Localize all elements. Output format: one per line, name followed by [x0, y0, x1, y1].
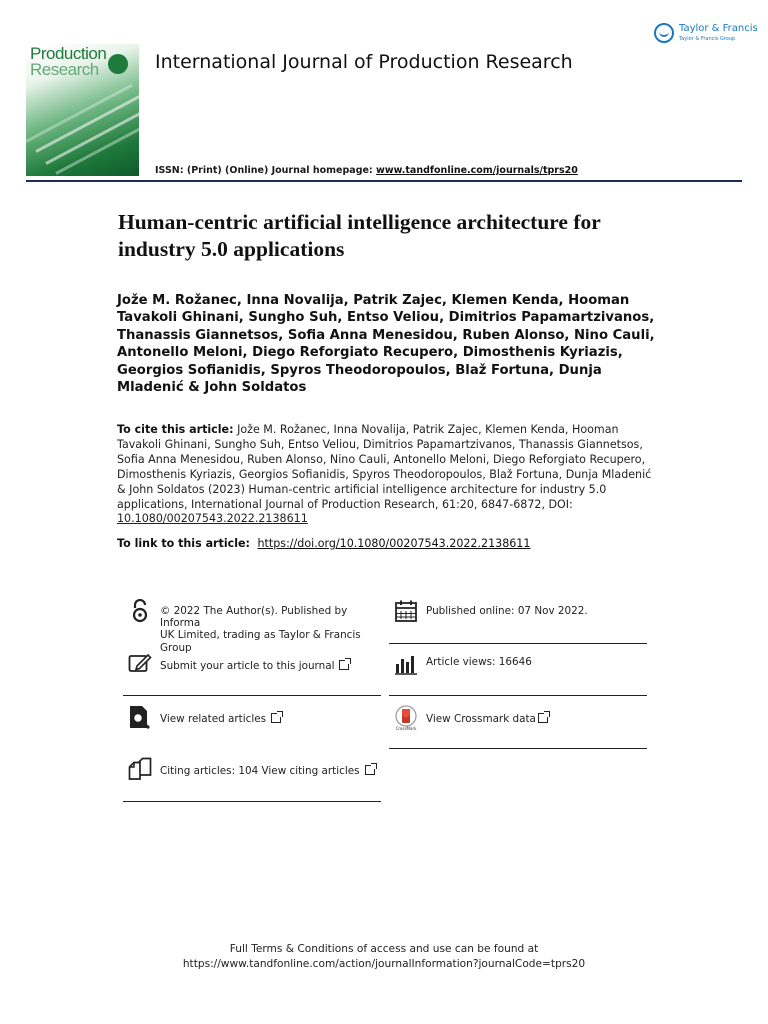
cite-text: Jože M. Rožanec, Inna Novalija, Patrik Zajec, Klemen Kenda, Hooman Tavakoli Ghinani, Sungho Suh, Entso Veliou, Dimitrios Papamartzivanos, Thanassis Giannetsos, Sofia Anna Menesidou, Ruben Alonso, Nino Cauli, Antonello Meloni, Diego Reforgiato Recupero, Dimosthenis Kyriazis, Georgios Sofianidis, Spyros Theodoropoulos, Blaž Fortuna, Dunja Mladenić & John Soldatos (2023) Human-centric artificial intelligence architecture for industry 5.0 applications, International Journal of Production Research, 61:20, 6847-6872, DOI: [117, 423, 652, 511]
publisher-logo[interactable] [654, 21, 764, 47]
edit-icon [128, 652, 152, 676]
terms-url[interactable]: https://www.tandfonline.com/action/journalInformation?journalCode=tprs20 [182, 958, 586, 970]
copyright-text: © 2022 The Author(s). Published by Informa UK Limited, trading as Taylor & Francis Group [160, 605, 361, 654]
submit-article-link[interactable]: Submit your article to this journal [160, 660, 349, 672]
article-doi-link[interactable]: https://doi.org/10.1080/00207543.2022.2138611 [257, 537, 531, 550]
search-document-icon [128, 705, 152, 729]
author-list: Jože M. Rožanec, Inna Novalija, Patrik Zajec, Klemen Kenda, Hooman Tavakoli Ghinani, Sungho Suh, Entso Veliou, Dimitrios Papamartzivanos, Thanassis Giannetsos, Sofia Anna Menesidou, Ruben Alonso, Nino Cauli, Antonello Meloni, Diego Reforgiato Recupero, Dimosthenis Kyriazis, Georgios Sofianidis, Spyros Theodoropoulos, Blaž Fortuna, Dunja Mladenić & John Soldatos [117, 293, 655, 396]
submit-article-cell[interactable] [123, 652, 381, 696]
journal-homepage-link[interactable]: www.tandfonline.com/journals/tprs20 [376, 165, 578, 176]
external-link-icon [538, 713, 548, 723]
article-views-count: Article views: 16646 [426, 656, 532, 668]
external-link-icon [271, 713, 281, 723]
article-link-line [117, 537, 530, 550]
citing-documents-icon [128, 757, 152, 781]
issn-line [155, 165, 578, 176]
link-label: To link to this article: [117, 537, 250, 550]
crossmark-link[interactable]: View Crossmark data [426, 713, 548, 725]
cover-badge [108, 54, 128, 74]
header-divider [26, 180, 742, 182]
terms-text: Full Terms & Conditions of access and use can be found at [229, 943, 539, 955]
crossmark-cell[interactable] [389, 705, 647, 749]
related-articles-cell[interactable] [123, 705, 381, 749]
published-cell [389, 599, 647, 643]
citation-block [117, 423, 662, 527]
publisher-name: Taylor & Francis [679, 23, 758, 34]
open-access-icon [128, 599, 152, 623]
citing-articles-link[interactable]: Citing articles: 104 View citing articles [160, 765, 375, 777]
publisher-subname: Taylor & Francis Group [679, 36, 736, 42]
citing-articles-cell[interactable] [123, 757, 381, 802]
cite-label: To cite this article: [117, 423, 234, 436]
bar-chart-icon [394, 652, 418, 676]
issn-label: ISSN: (Print) (Online) Journal homepage: [155, 165, 373, 176]
article-title: Human-centric artificial intelligence architecture for industry 5.0 applications [118, 210, 601, 261]
published-date: Published online: 07 Nov 2022. [426, 605, 588, 617]
cite-doi-link[interactable]: 10.1080/00207543.2022.2138611 [117, 512, 308, 526]
crossmark-logo-text: CrossMark [395, 726, 417, 731]
crossmark-icon [394, 705, 418, 729]
journal-title: International Journal of Production Research [155, 51, 573, 73]
calendar-icon [394, 599, 418, 623]
terms-footer [0, 942, 768, 972]
external-link-icon [365, 765, 375, 775]
article-views-cell [389, 652, 647, 696]
related-articles-link[interactable]: View related articles [160, 713, 281, 725]
taylor-francis-icon [654, 23, 674, 43]
journal-cover-image [26, 30, 139, 176]
external-link-icon [339, 660, 349, 670]
cover-title: Production Research [30, 44, 107, 79]
open-access-cell [123, 599, 381, 654]
